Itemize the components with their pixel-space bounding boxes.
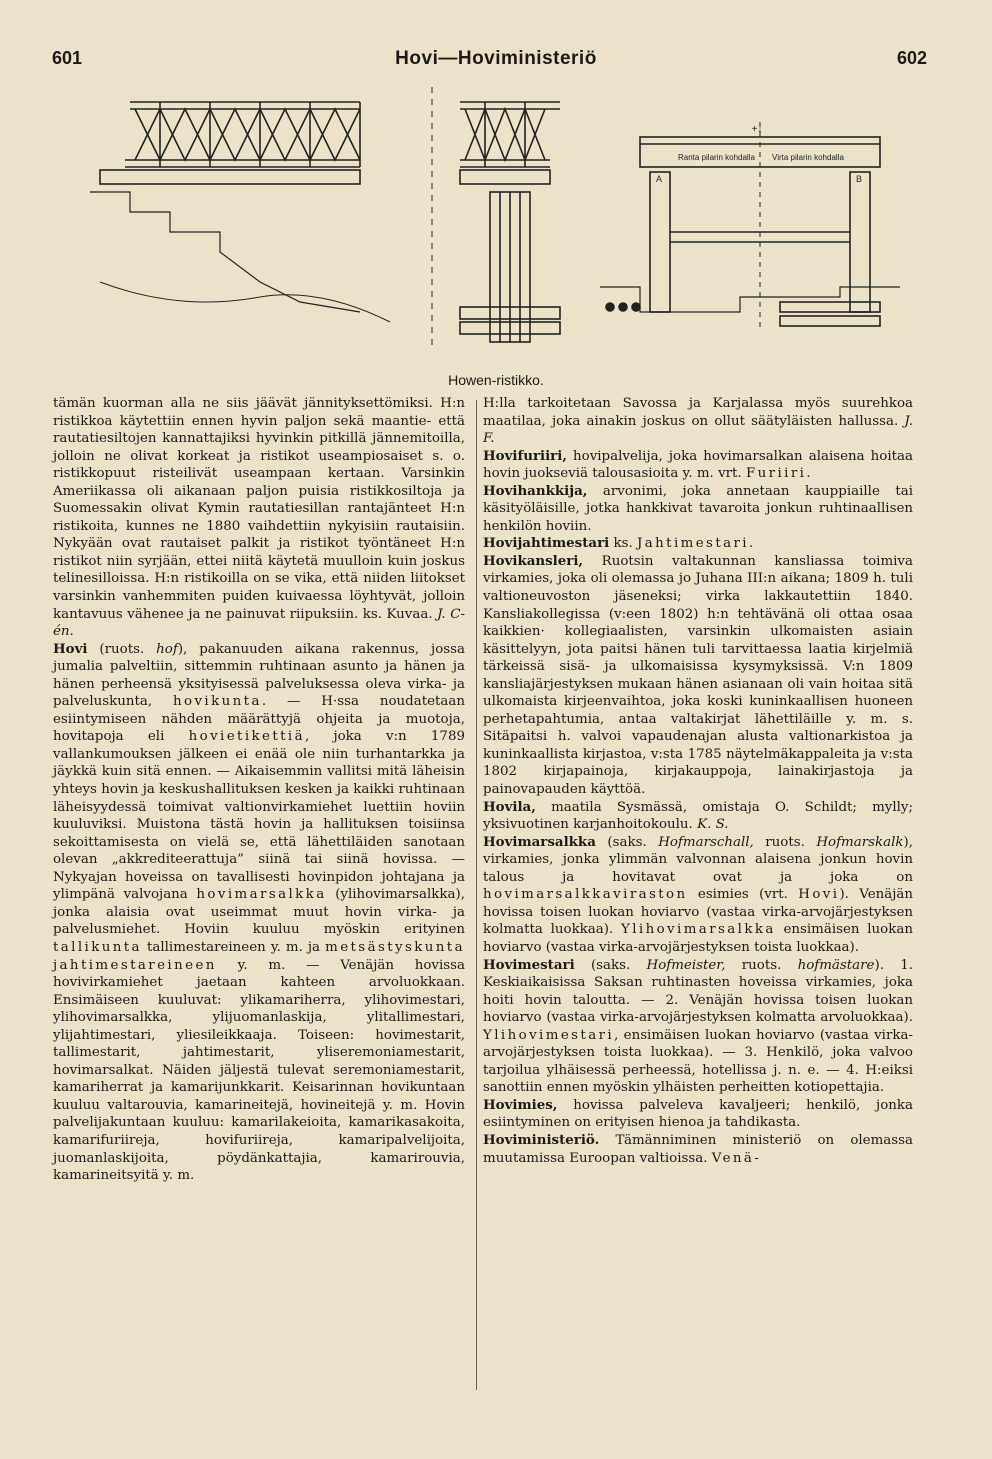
entry-hovila: Hovila, maatila Sysmässä, omistaja O. Schildt; mylly; yksivuotinen karjanhoitokoulu. K. S. — [483, 798, 914, 833]
left-page-number: 601 — [52, 48, 83, 68]
figure-mark-top: +↓ — [751, 124, 763, 135]
right-column — [483, 395, 913, 1167]
entry-hovihankkija: Hovihankkija, arvonimi, joka annetaan kauppiaille tai käsityöläisille, jotka hankkivat tavaroita jonkun ruhtinaallisen henkilön hoviin. — [483, 482, 913, 534]
howe-truss-figure — [60, 82, 940, 372]
entry-hovikansleri: Hovikansleri, Ruotsin valtakunnan kansliassa toimiva virkamies, joka oli olemassa jo Juhana III:n aikana; 1809 h. tuli valtioneuvoston jäseneksi; virka lakkautettiin 1840. Kansliakollegissa (v:een 1802) h:n tehtävänä oli ottaa osaa kaikkien· kollegiaalisten, varsinkin ulkomaisten asiain käsittelyyn, jota paitsi hänen tuli tarvittaessa laatia kirjelmiä tärkeissä sisä- ja ulkomaisissa kysymyksissä. V:n 1809 kansliajärjestyksen mukaan hänen asianaan oli vain hoitaa sitä ulkomaista kirjeenvaihtoa, joka koski kuninkaallisen huoneen perhetapahtumia, antaa valtakirjat lähettiläille y. m. s. Sitäpaitsi h. valvoi vapaudenajan alusta valtionarkistoa ja kuninkaallista kirjastoa, v:sta 1785 näytelmäkappaleita ja v:sta 1802 kirjapainoja, kirjakauppoja, lainakirjastoja ja painovapauden käyttöä. — [483, 552, 913, 798]
figure-label-a: Ranta pilarin kohdalla — [678, 153, 755, 162]
figure-mark-b: B — [856, 174, 863, 184]
entry-hoviministerio: Hoviministeriö. Tämänniminen ministeriö on olemassa muutamissa Euroopan valtioissa. Venä- — [483, 1131, 913, 1166]
running-header — [0, 48, 992, 74]
entry-hovimarsalkka: Hovimarsalkka (saks. Hofmarschall, ruots. Hofmarskalk), virkamies, jonka ylimmän valvonnan alaisena jonkun hovin talous ja hovitavat ovat ja joka on hovimarsalkkaviraston esimies (vrt. Hovi). Venäjän hovissa toisen luokan hoviarvo (vastaa virka-arvojärjestyksen kolmatta luokkaa). Ylihovimarsalkka ensimäisen luokan hoviarvo (vastaa virka-arvojärjestyksen toista luokkaa). — [483, 833, 913, 955]
figure-mark-a: A — [656, 174, 663, 184]
left-column — [53, 395, 465, 1185]
figure-caption: Howen-ristikko. — [448, 372, 544, 388]
paragraph: tämän kuorman alla ne siis jäävät jännityksettömiksi. H:n ristikkoa käytettiin ennen hyvin paljon sekä maantie- että rautatiesiltojen kannattajiksi hyvinkin pitkillä jännemitoilla, jolloin ne olivat korkeat ja ristikot useampiosaiset s. o. ristikkopuut risteilivät useampaan kertaan. Varsinkin Ameriikassa oli aikanaan paljon puisia ristikkosiltoja ja Suomessakin olivat Kymin rautatiesillan rantajänteet H:n ristikoita, kunnes ne 1880 vaihdettiin nykyisiin rautaisiin. Nykyään ovat rautaiset palkit ja ristikot työntäneet H:n ristikot niin syrjään, ettei niitä käytetä muulloin kuin joskus telinesilloissa. H:n ristikoilla on se vika, että niiden liitokset varsinkin vanhemmiten puiden kuivaessa löyhtyvät, jolloin kantavuus vähenee ja ne painuvat riipuksiin. ks. Kuvaa. J. C-én. — [53, 396, 465, 640]
entry-hovimestari: Hovimestari (saks. Hofmeister, ruots. hofmästare). 1. Keskiaikaisissa Saksan ruhtinasten hoveissa virkamies, joka hoiti hovin taloutta. — 2. Venäjän hovissa toisen luokan hoviarvo (vastaa virka-arvojärjestyksen kolmatta arvoluokkaa). Ylihovimestari, ensimäisen luokan hoviarvo (vastaa virka-arvojärjestyksen toista luokkaa). — 3. Henkilö, joka valvoo tarjoilua ylhäisessä perheessä, hotellissa j. n. e. — 4. H:eiksi sanottiin ennen myöskin ylhäisten perheitten kotiopettajia. — [483, 956, 913, 1096]
column-rule — [476, 400, 477, 1390]
entry-hovijahtimestari: Hovijahtimestari ks. Jahtimestari. — [483, 535, 754, 552]
paragraph: Hovi (ruots. hof), pakanuuden aikana rakennus, jossa jumalia palveltiin, sittemmin ruhtinaan asunto ja hänen ja hänen perheensä yksityisessä palveluksessa oleva virka- ja palveluskunta, hovikunta. — H·ssa noudatetaan esiintymiseen nähden määrättyjä ohjeita ja muotoja, hovitapoja eli hovietikettiä, joka v:n 1789 vallankumouksen jälkeen ei enää ole niin turhantarkka ja jäykkä kuin sitä ennen. — Aikaisemmin vallitsi mitä läheisin yhteys hovin ja keskushallituksen kesken ja kaikki ruhtinaan läheisyydessä toimivat valtionvirkamiehet luettiin hoviin kuuluviksi. Muistona tästä hovin ja hallituksen toisiinsa sekoittamisesta on vielä se, että lähettiläiden sanotaan olevan „akkrediteerattuja” siinä tai siinä hovissa. — Nykyajan hoveissa on tavallisesti hovinpidon johtajana ja ylimpänä valvojana hovimarsalkka (ylihovimarsalkka), jonka alaisia ovat useimmat muut hovin virka- ja palvelusmiehet. Hoviin kuuluu myöskin erityinen tallikunta tallimestareineen y. m. ja metsästyskunta jahtimestareineen y. m. — Venäjän hovissa hovivirkamiehet jaetaan kahteen arvoluokkaan. Ensimäiseen kuuluvat: ylikamariherra, ylihovimestari, ylihovimarsalkka, ylijuomanlaskija, ylitallimestari, ylijahtimestari, yliesileikkaaja. Toiseen: hovimestarit, tallimestarit, jahtimestarit, yliseremoniamestarit, hovimarsalkat. Näiden jäljestä tulevat seremoniamestarit, kamariherrat ja kamarijunkkarit. Keisarinnan hovikuntaan kuuluu valtarouvia, kamarineitejä, hovineitejä y. m. Hovin palvelijakuntaan kuuluu: kamarilakeioita, kamarikasakoita, kamarifuriireja, hovifuriireja, kamaripalvelijoita, juomanlaskijoita, pöydänkattajia, kamarirouvia, kamarineitsyitä y. m. — [53, 640, 465, 1184]
running-title: Hovi—Hoviministeriö — [395, 48, 597, 69]
entry-hovimies: Hovimies, hovissa palveleva kavaljeeri; henkilö, jonka esiintyminen on erityisen hienoa ja tahdikasta. — [483, 1096, 913, 1131]
truss-elevation-drawing — [90, 87, 900, 347]
entry-hovifuriiri: Hovifuriiri, hovipalvelija, joka hovimarsalkan alaisena hoitaa hovin juokseviä talousasioita y. m. vrt. Furiiri. — [483, 447, 913, 482]
figure-label-b: Virta pilarin kohdalla — [772, 153, 844, 162]
right-page-number: 602 — [897, 48, 928, 68]
paragraph: H:lla tarkoitetaan Savossa ja Karjalassa myös suurehkoa maatilaa, joka ainakin joskus on ollut säätyläisten hallussa. J. F. — [483, 396, 913, 447]
